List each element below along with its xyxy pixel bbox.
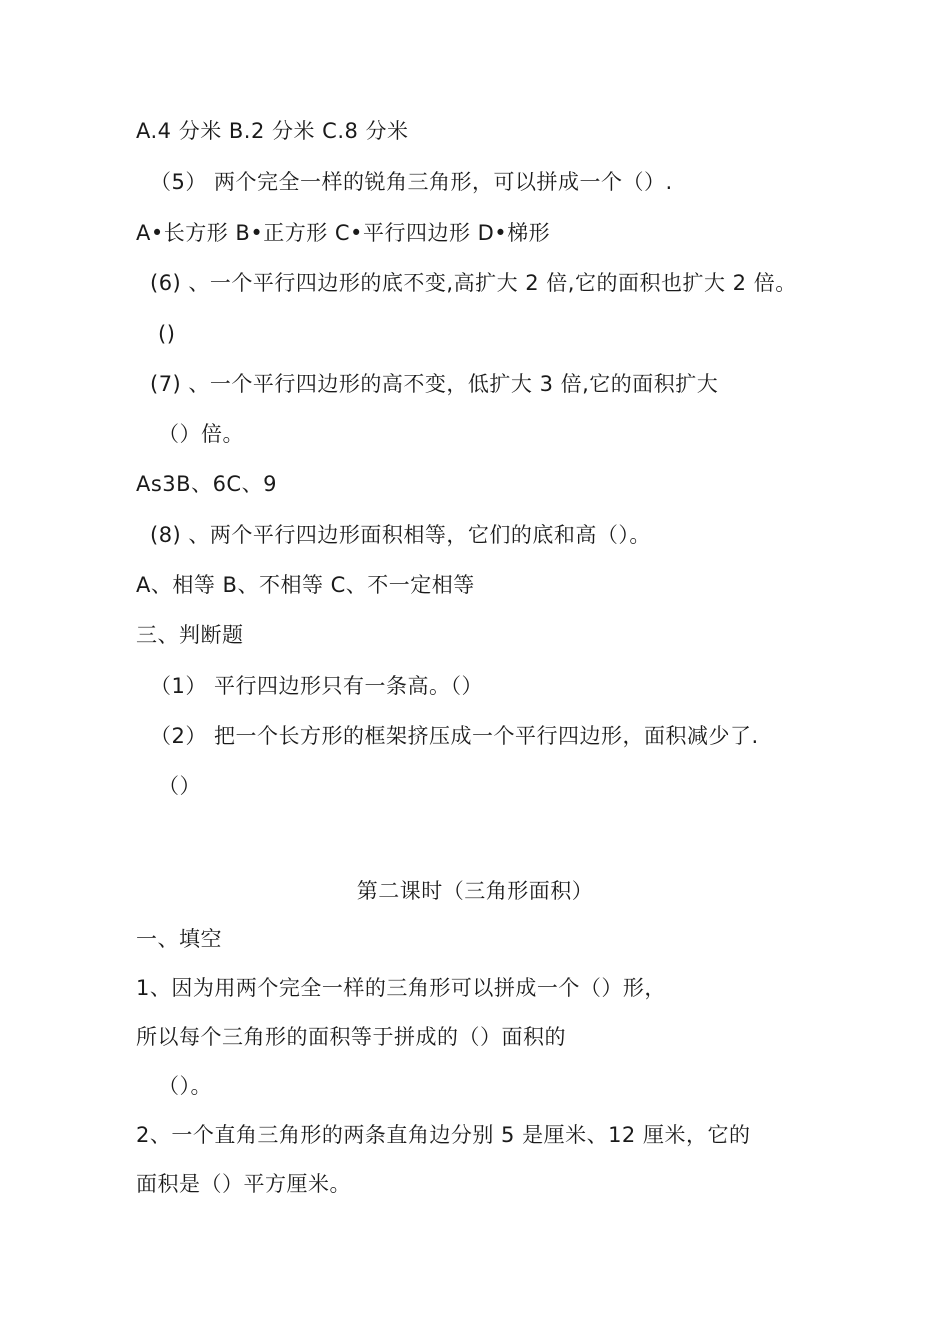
choice-line-q8-options: A、相等 B、不相等 C、不一定相等 [136,573,475,597]
judgment-question-1: （1） 平行四边形只有一条高。（） [150,674,484,698]
section-heading-judgment: 三、判断题 [136,623,244,647]
question-8: (8) 、两个平行四边形面积相等，它们的底和高（）。 [150,523,651,547]
fill-question-1-continuation: 所以每个三角形的面积等于拼成的（）面积的 [136,1025,566,1049]
lesson-title: 第二课时（三角形面积） [356,879,594,903]
answer-blank-q6: () [158,322,176,346]
question-7-continuation: （）倍。 [158,422,244,446]
choice-line-q7-options: As3B、6C、9 [136,472,277,496]
fill-question-2-continuation: 面积是（）平方厘米。 [136,1172,351,1196]
question-6: (6) 、一个平行四边形的底不变,高扩大 2 倍,它的面积也扩大 2 倍。 [150,271,797,295]
question-7: (7) 、一个平行四边形的高不变，低扩大 3 倍,它的面积扩大 [150,372,719,396]
section-heading-fill-in: 一、填空 [136,927,222,951]
fill-question-1: 1、因为用两个完全一样的三角形可以拼成一个（）形， [136,976,666,1000]
judgment-question-2: （2） 把一个长方形的框架挤压成一个平行四边形，面积减少了. [150,724,759,748]
fill-question-2: 2、一个直角三角形的两条直角边分别 5 是厘米、12 厘米，它的 [136,1123,751,1147]
answer-blank-judgment-2: （） [158,774,201,798]
choice-line-q4-options: A.4 分米 B.2 分米 C.8 分米 [136,119,409,143]
question-5: （5） 两个完全一样的锐角三角形，可以拼成一个（）. [150,170,673,194]
fill-question-1-blank: （）。 [158,1074,212,1098]
choice-line-q5-options: A•长方形 B•正方形 C•平行四边形 D•梯形 [136,221,551,245]
